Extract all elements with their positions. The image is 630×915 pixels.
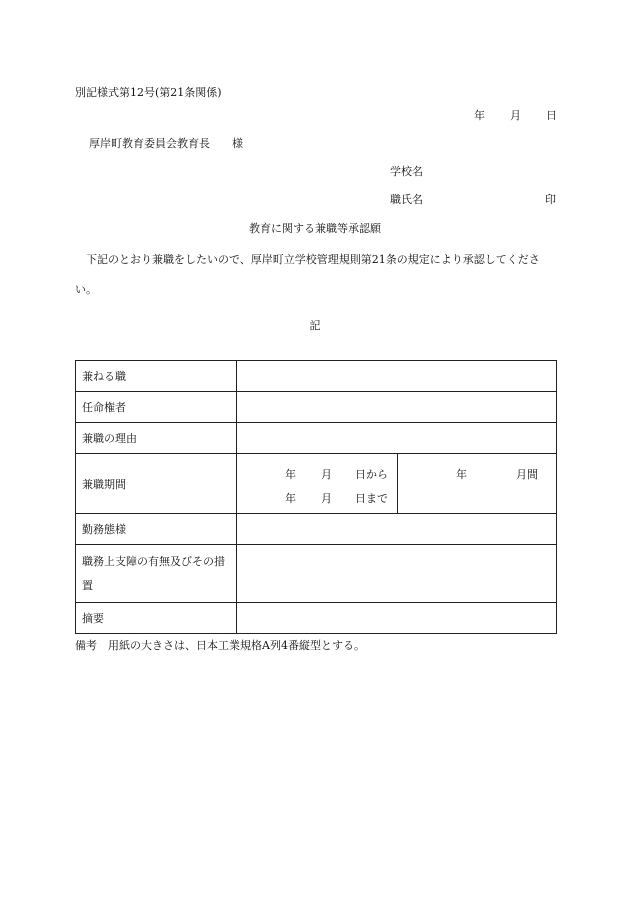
hindrance-label: 職務上支障の有無及びその措置 — [76, 545, 237, 603]
document-title: 教育に関する兼職等承認願 — [249, 222, 381, 235]
table-row — [76, 545, 557, 603]
date-month: 月 — [510, 109, 521, 122]
period-field[interactable] — [237, 454, 557, 514]
table-row — [76, 423, 557, 454]
date-day: 日 — [546, 109, 557, 122]
period-label: 兼職期間 — [76, 454, 237, 514]
period-dates — [237, 454, 398, 513]
form-number: 別記様式第12号(第21条関係) — [75, 86, 222, 99]
hindrance-field[interactable] — [237, 545, 557, 603]
remarks-label: 摘要 — [76, 603, 237, 634]
ki-heading: 記 — [309, 319, 321, 332]
addressee: 厚岸町教育委員会教育長 様 — [89, 137, 243, 150]
work-style-label: 勤務態様 — [76, 514, 237, 545]
period-duration — [398, 454, 556, 513]
concurrent-post-label: 兼ねる職 — [76, 361, 237, 392]
position-name-label: 職氏名 — [390, 193, 423, 206]
to-year: 年 — [285, 492, 296, 505]
from-year: 年 — [285, 468, 296, 481]
to-day: 日まで — [355, 492, 388, 505]
table-row — [76, 454, 557, 514]
seal-mark: 印 — [545, 193, 556, 206]
from-month: 月 — [321, 468, 332, 481]
reason-field[interactable] — [237, 423, 557, 454]
duration-year: 年 — [456, 468, 467, 481]
appointer-label: 任命権者 — [76, 392, 237, 423]
footnote: 備考 用紙の大きさは、日本工業規格A列4番縦型とする。 — [75, 639, 365, 652]
to-month: 月 — [321, 492, 332, 505]
body-paragraph: 下記のとおり兼職をしたいので、厚岸町立学校管理規則第21条の規定により承認してください。 — [75, 253, 540, 296]
reason-label: 兼職の理由 — [76, 423, 237, 454]
position-name-row — [390, 194, 560, 205]
school-name-label: 学校名 — [390, 165, 423, 178]
appointer-field[interactable] — [237, 392, 557, 423]
duration-month: 月間 — [516, 468, 538, 481]
concurrent-post-field[interactable] — [237, 361, 557, 392]
work-style-field[interactable] — [237, 514, 557, 545]
table-row — [76, 361, 557, 392]
from-day: 日から — [355, 468, 388, 481]
application-table — [75, 360, 557, 634]
table-row — [76, 603, 557, 634]
table-row — [76, 514, 557, 545]
date-year: 年 — [474, 109, 485, 122]
remarks-field[interactable] — [237, 603, 557, 634]
table-row — [76, 392, 557, 423]
